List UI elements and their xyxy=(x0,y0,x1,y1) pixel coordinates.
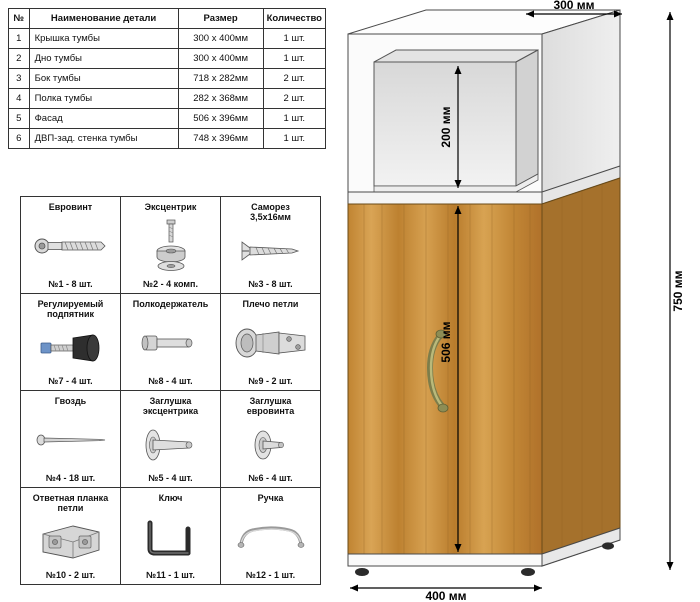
cell-size: 300 х 400мм xyxy=(178,29,263,49)
cell-num: 4 xyxy=(9,89,30,109)
cell-size: 282 х 368мм xyxy=(178,89,263,109)
hardware-cell-hinge-arm xyxy=(221,294,321,391)
hardware-qty: №1 - 8 шт. xyxy=(48,279,93,289)
table-header-row xyxy=(9,9,326,29)
dimension-width-label: 400 мм xyxy=(425,589,467,602)
cabinet-foot xyxy=(355,568,369,576)
hex-key-icon xyxy=(121,503,220,570)
hardware-title-line1: Заглушка xyxy=(249,396,292,406)
hardware-cell-euro-screw-cap xyxy=(221,391,321,488)
hardware-title-line2: петли xyxy=(57,503,84,513)
dimension-door-label: 506 мм xyxy=(439,321,453,363)
hardware-title: Ручка xyxy=(257,493,284,503)
hardware-qty: №7 - 4 шт. xyxy=(48,376,93,386)
cell-qty: 2 шт. xyxy=(263,69,325,89)
cell-name: Бок тумбы xyxy=(29,69,178,89)
adjustable-foot-icon xyxy=(21,319,120,376)
cell-num: 6 xyxy=(9,129,30,149)
column-header-num: № xyxy=(9,9,30,29)
column-header-size: Размер xyxy=(178,9,263,29)
hardware-cell-cam-lock xyxy=(121,197,221,294)
hardware-row xyxy=(21,488,321,585)
cell-num: 5 xyxy=(9,109,30,129)
cabinet-foot xyxy=(521,568,535,576)
cell-qty: 1 шт. xyxy=(263,129,325,149)
hardware-cell-handle xyxy=(221,488,321,585)
table-row xyxy=(9,89,326,109)
hardware-title-line2: подпятник xyxy=(46,309,95,319)
hardware-cell-nail xyxy=(21,391,121,488)
euro-screw-icon xyxy=(21,212,120,279)
cell-name: Дно тумбы xyxy=(29,49,178,69)
cell-size: 506 х 396мм xyxy=(178,109,263,129)
hardware-title: Эксцентрик xyxy=(144,202,197,212)
table-row xyxy=(9,29,326,49)
cell-num: 2 xyxy=(9,49,30,69)
cell-qty: 1 шт. xyxy=(263,109,325,129)
table-row xyxy=(9,109,326,129)
hardware-title-line2: 3,5х16мм xyxy=(250,212,291,222)
hardware-title-line1: Регулируемый xyxy=(37,299,104,309)
hardware-cell-self-tapping-screw xyxy=(221,197,321,294)
hardware-title: Гвоздь xyxy=(54,396,87,406)
hardware-row xyxy=(21,391,321,488)
dimension-total-height xyxy=(667,12,686,570)
cell-size: 748 х 396мм xyxy=(178,129,263,149)
shelf-support-icon xyxy=(121,309,220,376)
cell-qty: 2 шт. xyxy=(263,89,325,109)
euro-screw-cap-icon xyxy=(221,416,320,473)
hardware-title: Полкодержатель xyxy=(132,299,209,309)
hardware-qty: №10 - 2 шт. xyxy=(45,570,96,580)
hardware-cell-shelf-support xyxy=(121,294,221,391)
dimension-niche-label: 200 мм xyxy=(439,106,453,148)
table-row xyxy=(9,129,326,149)
hardware-title-line1: Саморез xyxy=(251,202,290,212)
self-tapping-screw-icon xyxy=(221,222,320,279)
cell-num: 3 xyxy=(9,69,30,89)
hardware-cell-euro-screw xyxy=(21,197,121,294)
dimension-width xyxy=(350,585,542,602)
hardware-title-line2: эксцентрика xyxy=(142,406,199,416)
hardware-qty: №4 - 18 шт. xyxy=(45,473,96,483)
cabinet-door xyxy=(348,178,620,554)
hardware-cell-cam-cap xyxy=(121,391,221,488)
cell-size: 300 х 400мм xyxy=(178,49,263,69)
nail-icon xyxy=(21,406,120,473)
hardware-title-line1: Заглушка xyxy=(149,396,192,406)
cam-cap-icon xyxy=(121,416,220,473)
hardware-grid xyxy=(20,196,321,585)
hardware-row xyxy=(21,197,321,294)
hardware-qty: №6 - 4 шт. xyxy=(248,473,293,483)
cabinet-foot xyxy=(602,542,614,549)
cell-name: Фасад xyxy=(29,109,178,129)
hardware-title-line1: Ответная планка xyxy=(32,493,109,503)
hardware-title-line2: евровинта xyxy=(246,406,295,416)
hardware-qty: №3 - 8 шт. xyxy=(248,279,293,289)
hardware-row xyxy=(21,294,321,391)
hinge-plate-icon xyxy=(21,513,120,570)
column-header-qty: Количество xyxy=(263,9,325,29)
cell-qty: 1 шт. xyxy=(263,49,325,69)
hardware-qty: №11 - 1 шт. xyxy=(146,570,195,580)
hardware-qty: №12 - 1 шт. xyxy=(245,570,296,580)
cell-num: 1 xyxy=(9,29,30,49)
cell-name: Крышка тумбы xyxy=(29,29,178,49)
cell-size: 718 х 282мм xyxy=(178,69,263,89)
column-header-name: Наименование детали xyxy=(29,9,178,29)
dimension-depth-label: 300 мм xyxy=(553,0,595,12)
hardware-qty: №8 - 4 шт. xyxy=(148,376,193,386)
table-row xyxy=(9,69,326,89)
hardware-title: Евровинт xyxy=(48,202,93,212)
hardware-qty: №9 - 2 шт. xyxy=(248,376,293,386)
hardware-cell-adjustable-foot xyxy=(21,294,121,391)
table-row xyxy=(9,49,326,69)
hardware-title: Ключ xyxy=(158,493,183,503)
hardware-cell-hinge-plate xyxy=(21,488,121,585)
handle-icon xyxy=(221,503,320,570)
dimension-height-label: 750 мм xyxy=(671,270,685,312)
cell-name: Полка тумбы xyxy=(29,89,178,109)
hardware-qty: №2 - 4 комп. xyxy=(143,279,198,289)
hardware-cell-hex-key xyxy=(121,488,221,585)
cell-name: ДВП-зад. стенка тумбы xyxy=(29,129,178,149)
hinge-arm-icon xyxy=(221,309,320,376)
cam-lock-icon xyxy=(121,212,220,279)
cabinet-drawing xyxy=(330,0,700,602)
parts-table xyxy=(8,8,326,149)
hardware-title: Плечо петли xyxy=(242,299,299,309)
cell-qty: 1 шт. xyxy=(263,29,325,49)
hardware-qty: №5 - 4 шт. xyxy=(148,473,193,483)
